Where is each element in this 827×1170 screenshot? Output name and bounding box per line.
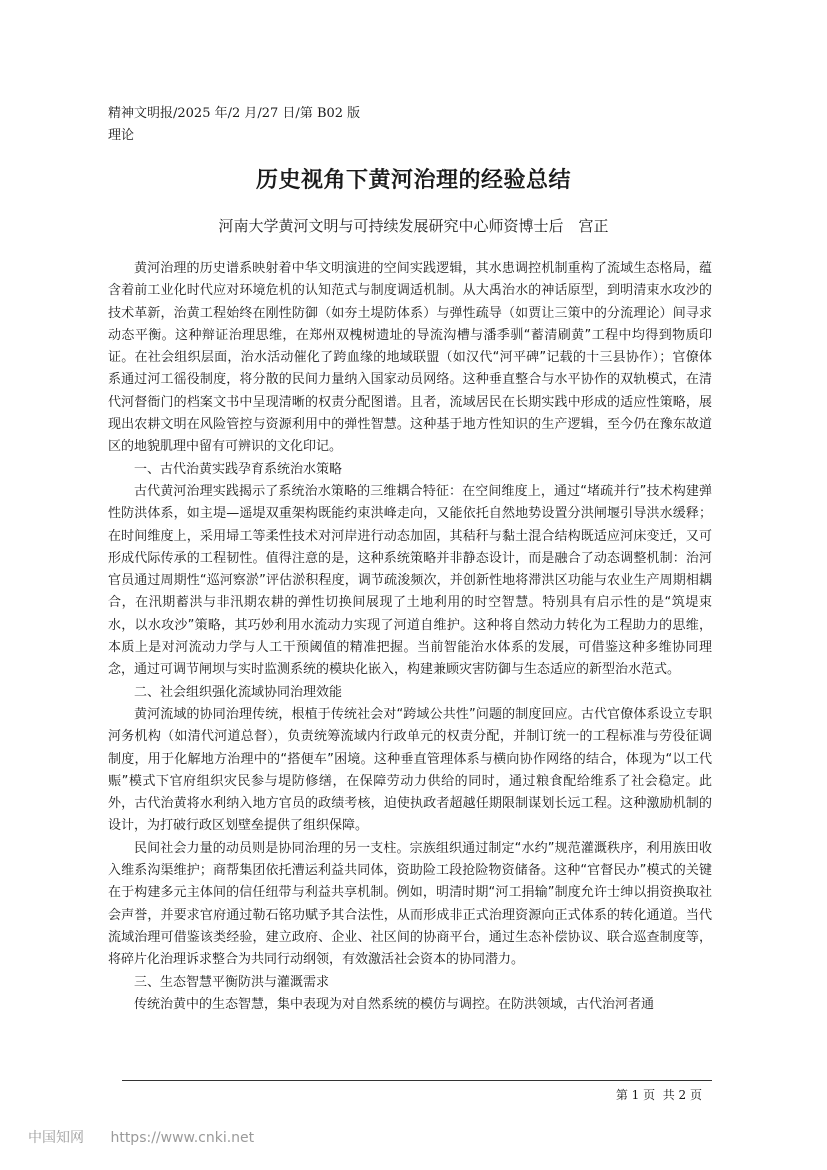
section-heading-3: 三、生态智慧平衡防洪与灌溉需求 (134, 974, 330, 990)
section-heading-1: 一、古代治黄实践孕育系统治水策略 (134, 461, 343, 477)
cnki-watermark (28, 1127, 254, 1147)
watermark-url: https://www.cnki.net (110, 1130, 255, 1146)
watermark-logo-text: 中国知网 (28, 1130, 84, 1146)
article-body (108, 258, 712, 1016)
section-heading-2: 二、社会组织强化流域协同治理效能 (134, 684, 343, 700)
article-title: 历史视角下黄河治理的经验总结 (255, 168, 571, 193)
footer-divider (122, 1080, 712, 1081)
paragraph-section-1: 古代黄河治理实践揭示了系统治水策略的三维耦合特征：在空间维度上，通过“堵疏并行”技术构建弹性防洪体系，如主堤—遥堤双重架构既能约束洪峰走向，又能依托自然地势设置分洪闸堰引导洪水缓释；在时间维度上，采用埽工等柔性技术对河岸进行动态加固，其秸秆与黏土混合结构既适应河床变迁，又可形成代际传承的工程韧性。值得注意的是，这种系统策略并非静态设计，而是融合了动态调整机制：治河官员通过周期性“巡河察淤”评估淤积程度，调节疏浚频次，并创新性地将滞洪区功能与农业生产周期相耦合，在汛期蓄洪与非汛期农耕的弹性切换间展现了土地利用的时空智慧。特别具有启示性的是“筑堤束水，以水攻沙”策略，其巧妙利用水流动力实现了河道自维护。这种将自然动力转化为工程助力的思维，本质上是对河流动力学与人工干预阈值的精准把握。当前智能治水体系的发展，可借鉴这种多维协同理念，通过可调节闸坝与实时监测系统的模块化嵌入，构建兼顾灾害防御与生态适应的新型治水范式。 (108, 483, 712, 678)
paragraph-section-2a: 黄河流域的协同治理传统，根植于传统社会对“跨域公共性”问题的制度回应。古代官僚体系设立专职河务机构（如清代河道总督），负责统筹流域内行政单元的权责分配，并制订统一的工程标准与劳役征调制度，用于化解地方治理中的“搭便车”困境。这种垂直管理体系与横向协作网络的结合，体现为“以工代赈”模式下官府组织灾民参与堤防修缮，在保障劳动力供给的同时，通过粮食配给维系了社会稳定。此外，古代治黄将水利纳入地方官员的政绩考核，迫使执政者超越任期限制谋划长远工程。这种激励机制的设计，为打破行政区划壁垒提供了组织保障。 (108, 706, 712, 834)
paragraph-intro: 黄河治理的历史谱系映射着中华文明演进的空间实践逻辑，其水患调控机制重构了流域生态格局，蕴含着前工业化时代应对环境危机的认知范式与制度调适机制。从大禹治水的神话原型，到明清束水攻沙的技术革新，治黄工程始终在刚性防御（如夯土堤防体系）与弹性疏导（如贾让三策中的分流理论）间寻求动态平衡。这种辩证治理思维，在郑州双槐树遗址的导流沟槽与潘季驯“蓄清刷黄”工程中均得到物质印证。在社会组织层面，治水活动催化了跨血缘的地域联盟（如汉代“河平碑”记载的十三县协作）；官僚体系通过河工徭役制度，将分散的民间力量纳入国家动员网络。这种垂直整合与水平协作的双轨模式，在清代河督衙门的档案文书中呈现清晰的权责分配图谱。且者，流域居民在长期实践中形成的适应性策略，展现出农耕文明在风险管控与资源利用中的弹性智慧。这种基于地方性知识的生产逻辑，至今仍在豫东故道区的地貌肌理中留有可辨识的文化印记。 (108, 261, 712, 455)
paragraph-section-3: 传统治黄中的生态智慧，集中表现为对自然系统的模仿与调控。在防洪领域，古代治河者通 (134, 996, 655, 1012)
article-author: 河南大学黄河文明与可持续发展研究中心师资博士后 宫正 (218, 217, 609, 235)
paragraph-section-2b: 民间社会力量的动员则是协同治理的另一支柱。宗族组织通过制定“水约”规范灌溉秩序，利用族田收入维系沟渠维护；商帮集团依托漕运利益共同体，资助险工段抢险物资储备。这种“官督民办”模式的关键在于构建多元主体间的信任纽带与利益共享机制。例如，明清时期“河工捐输”制度允许士绅以捐资换取社会声誉，并要求官府通过勒石铭功赋予其合法性，从而形成非正式治理资源向正式体系的转化通道。当代流域治理可借鉴该类经验，建立政府、企业、社区间的协商平台，通过生态补偿协议、联合巡查制度等，将碎片化治理诉求整合为共同行动纲领，有效激活社会资本的协同潜力。 (108, 840, 712, 968)
page-number: 第 1 页 共 2 页 (615, 1088, 702, 1102)
column-label: 理论 (108, 128, 135, 143)
source-line: 精神文明报/2025 年/2 月/27 日/第 B02 版 (108, 106, 361, 121)
publication-info (108, 103, 360, 147)
